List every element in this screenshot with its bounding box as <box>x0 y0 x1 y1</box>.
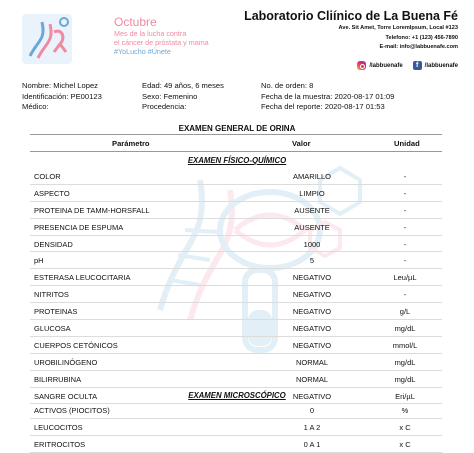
facebook-link[interactable] <box>413 61 458 70</box>
patient-name: Nombre: Michel Lopez <box>22 81 98 90</box>
table-row <box>30 354 442 371</box>
parameter-cell: PROTEINA DE TAMM-HORSFALL <box>34 205 150 215</box>
doctor: Médico: <box>22 102 49 111</box>
unit-cell: - <box>403 256 407 266</box>
unit-cell: - <box>403 222 407 232</box>
unit-cell: Leu/µL <box>393 273 417 283</box>
section-microscopic: EXAMEN MICROSCÓPICO <box>188 391 286 400</box>
value-cell: NORMAL <box>295 374 329 384</box>
value-cell: NEGATIVO <box>292 307 332 317</box>
awareness-banner <box>18 8 209 74</box>
parameter-cell: ERITROCITOS <box>34 439 86 449</box>
value-cell: 0 A 1 <box>303 439 321 449</box>
unit-cell: x C <box>399 422 411 432</box>
patient-age: Edad: 49 años, 6 meses <box>142 81 224 90</box>
unit-cell: Eri/µL <box>395 391 415 401</box>
unit-cell: - <box>403 172 407 181</box>
lab-info <box>218 8 458 53</box>
table-row <box>30 202 442 219</box>
unit-cell: % <box>401 406 409 415</box>
table-row <box>30 402 442 419</box>
table-row <box>30 269 442 286</box>
unit-cell: - <box>403 188 407 198</box>
value-cell: AUSENTE <box>294 222 330 232</box>
facebook-handle: /labbuenafe <box>424 62 458 69</box>
parameter-cell: BILIRRUBINA <box>34 374 82 384</box>
patient-sex: Sexo: Femenino <box>142 91 198 101</box>
section-physicochemical: EXAMEN FÍSICO-QUÍMICO <box>187 156 287 165</box>
table-header <box>30 134 442 152</box>
banner-hashtags: #YoLucho #Únete <box>114 47 171 56</box>
unit-cell: mg/dL <box>394 374 416 384</box>
header-parameter: Parámetro <box>112 139 150 148</box>
parameter-cell: ESTERASA LEUCOCITARIA <box>34 273 131 283</box>
patient-id: Identificación: PE00123 <box>22 91 102 101</box>
parameter-cell: CUERPOS CETÓNICOS <box>34 340 118 350</box>
unit-cell: - <box>403 205 407 215</box>
banner-text <box>114 16 224 56</box>
lab-phone: Telefono: +1 (123) 456-7890 <box>385 34 458 41</box>
table-row <box>30 303 442 320</box>
parameter-cell: COLOR <box>34 172 61 181</box>
table-row <box>30 320 442 337</box>
value-cell: NEGATIVO <box>292 324 332 334</box>
value-cell: NEGATIVO <box>292 391 332 401</box>
table-row <box>30 168 442 185</box>
sample-date: Fecha de la muestra: 2020-08-17 01:09 <box>261 91 395 101</box>
instagram-handle: /labbuenafe <box>369 62 403 69</box>
table-row <box>30 286 442 303</box>
instagram-icon <box>357 61 366 70</box>
unit-cell: mg/dL <box>394 357 416 367</box>
banner-line-2: el cáncer de próstata y mama <box>114 38 209 47</box>
parameter-cell: GLUCOSA <box>34 324 71 334</box>
unit-cell: x C <box>399 439 411 449</box>
lab-name: Laboratorio Cliínico de La Buena Fé <box>244 9 458 23</box>
parameter-cell: ACTIVOS (PIOCITOS) <box>34 406 110 415</box>
parameter-cell: DENSIDAD <box>34 239 73 249</box>
value-cell: NEGATIVO <box>292 273 332 283</box>
banner-title: Octubre <box>114 15 157 29</box>
unit-cell: g/L <box>399 307 411 317</box>
unit-cell: - <box>403 239 407 249</box>
parameter-cell: UROBILINÓGENO <box>34 357 98 367</box>
table-row <box>30 252 442 269</box>
unit-cell: mmol/L <box>392 340 418 350</box>
parameter-cell: NITRITOS <box>34 290 69 300</box>
unit-cell: - <box>403 290 407 300</box>
parameter-cell: PRESENCIA DE ESPUMA <box>34 222 124 232</box>
table-row <box>30 436 442 453</box>
value-cell: 1000 <box>303 239 321 249</box>
microscopic-rows <box>30 402 442 453</box>
social-links <box>357 61 458 70</box>
header-unit: Unidad <box>394 139 420 148</box>
parameter-cell: LEUCOCITOS <box>34 422 83 432</box>
report-header <box>18 8 458 78</box>
header-value: Valor <box>292 139 311 148</box>
lab-address: Ave. Sit Amet, Torre LoremIpsum, Local #123 <box>338 25 458 31</box>
value-cell: AMARILLO <box>293 172 331 181</box>
exam-title: EXAMEN GENERAL DE ORINA <box>178 124 296 133</box>
value-cell: LIMPIO <box>299 188 325 198</box>
instagram-link[interactable] <box>357 61 402 70</box>
value-cell: NEGATIVO <box>292 340 332 350</box>
parameter-cell: SANGRE OCULTA <box>34 391 98 401</box>
dna-ribbon-icon <box>20 12 74 66</box>
value-cell: NEGATIVO <box>292 290 332 300</box>
physicochemical-rows <box>30 168 442 404</box>
order-number: No. de orden: 8 <box>261 81 314 90</box>
banner-line-1: Mes de la lucha contra <box>114 29 187 38</box>
parameter-cell: pH <box>34 256 44 266</box>
table-row <box>30 185 442 202</box>
table-row <box>30 337 442 354</box>
value-cell: 0 <box>309 406 315 415</box>
origin: Procedencia: <box>142 102 187 111</box>
value-cell: NORMAL <box>295 357 329 367</box>
table-row <box>30 419 442 436</box>
table-row <box>30 371 442 388</box>
parameter-cell: ASPECTO <box>34 188 70 198</box>
parameter-cell: PROTEINAS <box>34 307 78 317</box>
table-row <box>30 236 442 253</box>
facebook-icon: f <box>413 61 422 70</box>
table-row <box>30 219 442 236</box>
unit-cell: mg/dL <box>394 324 416 334</box>
report-date: Fecha del reporte: 2020-08-17 01:53 <box>261 102 385 111</box>
value-cell: AUSENTE <box>294 205 330 215</box>
lab-email: E-mail: info@labbuenafe.com <box>379 44 458 50</box>
value-cell: 5 <box>309 256 315 266</box>
value-cell: 1 A 2 <box>303 422 321 432</box>
